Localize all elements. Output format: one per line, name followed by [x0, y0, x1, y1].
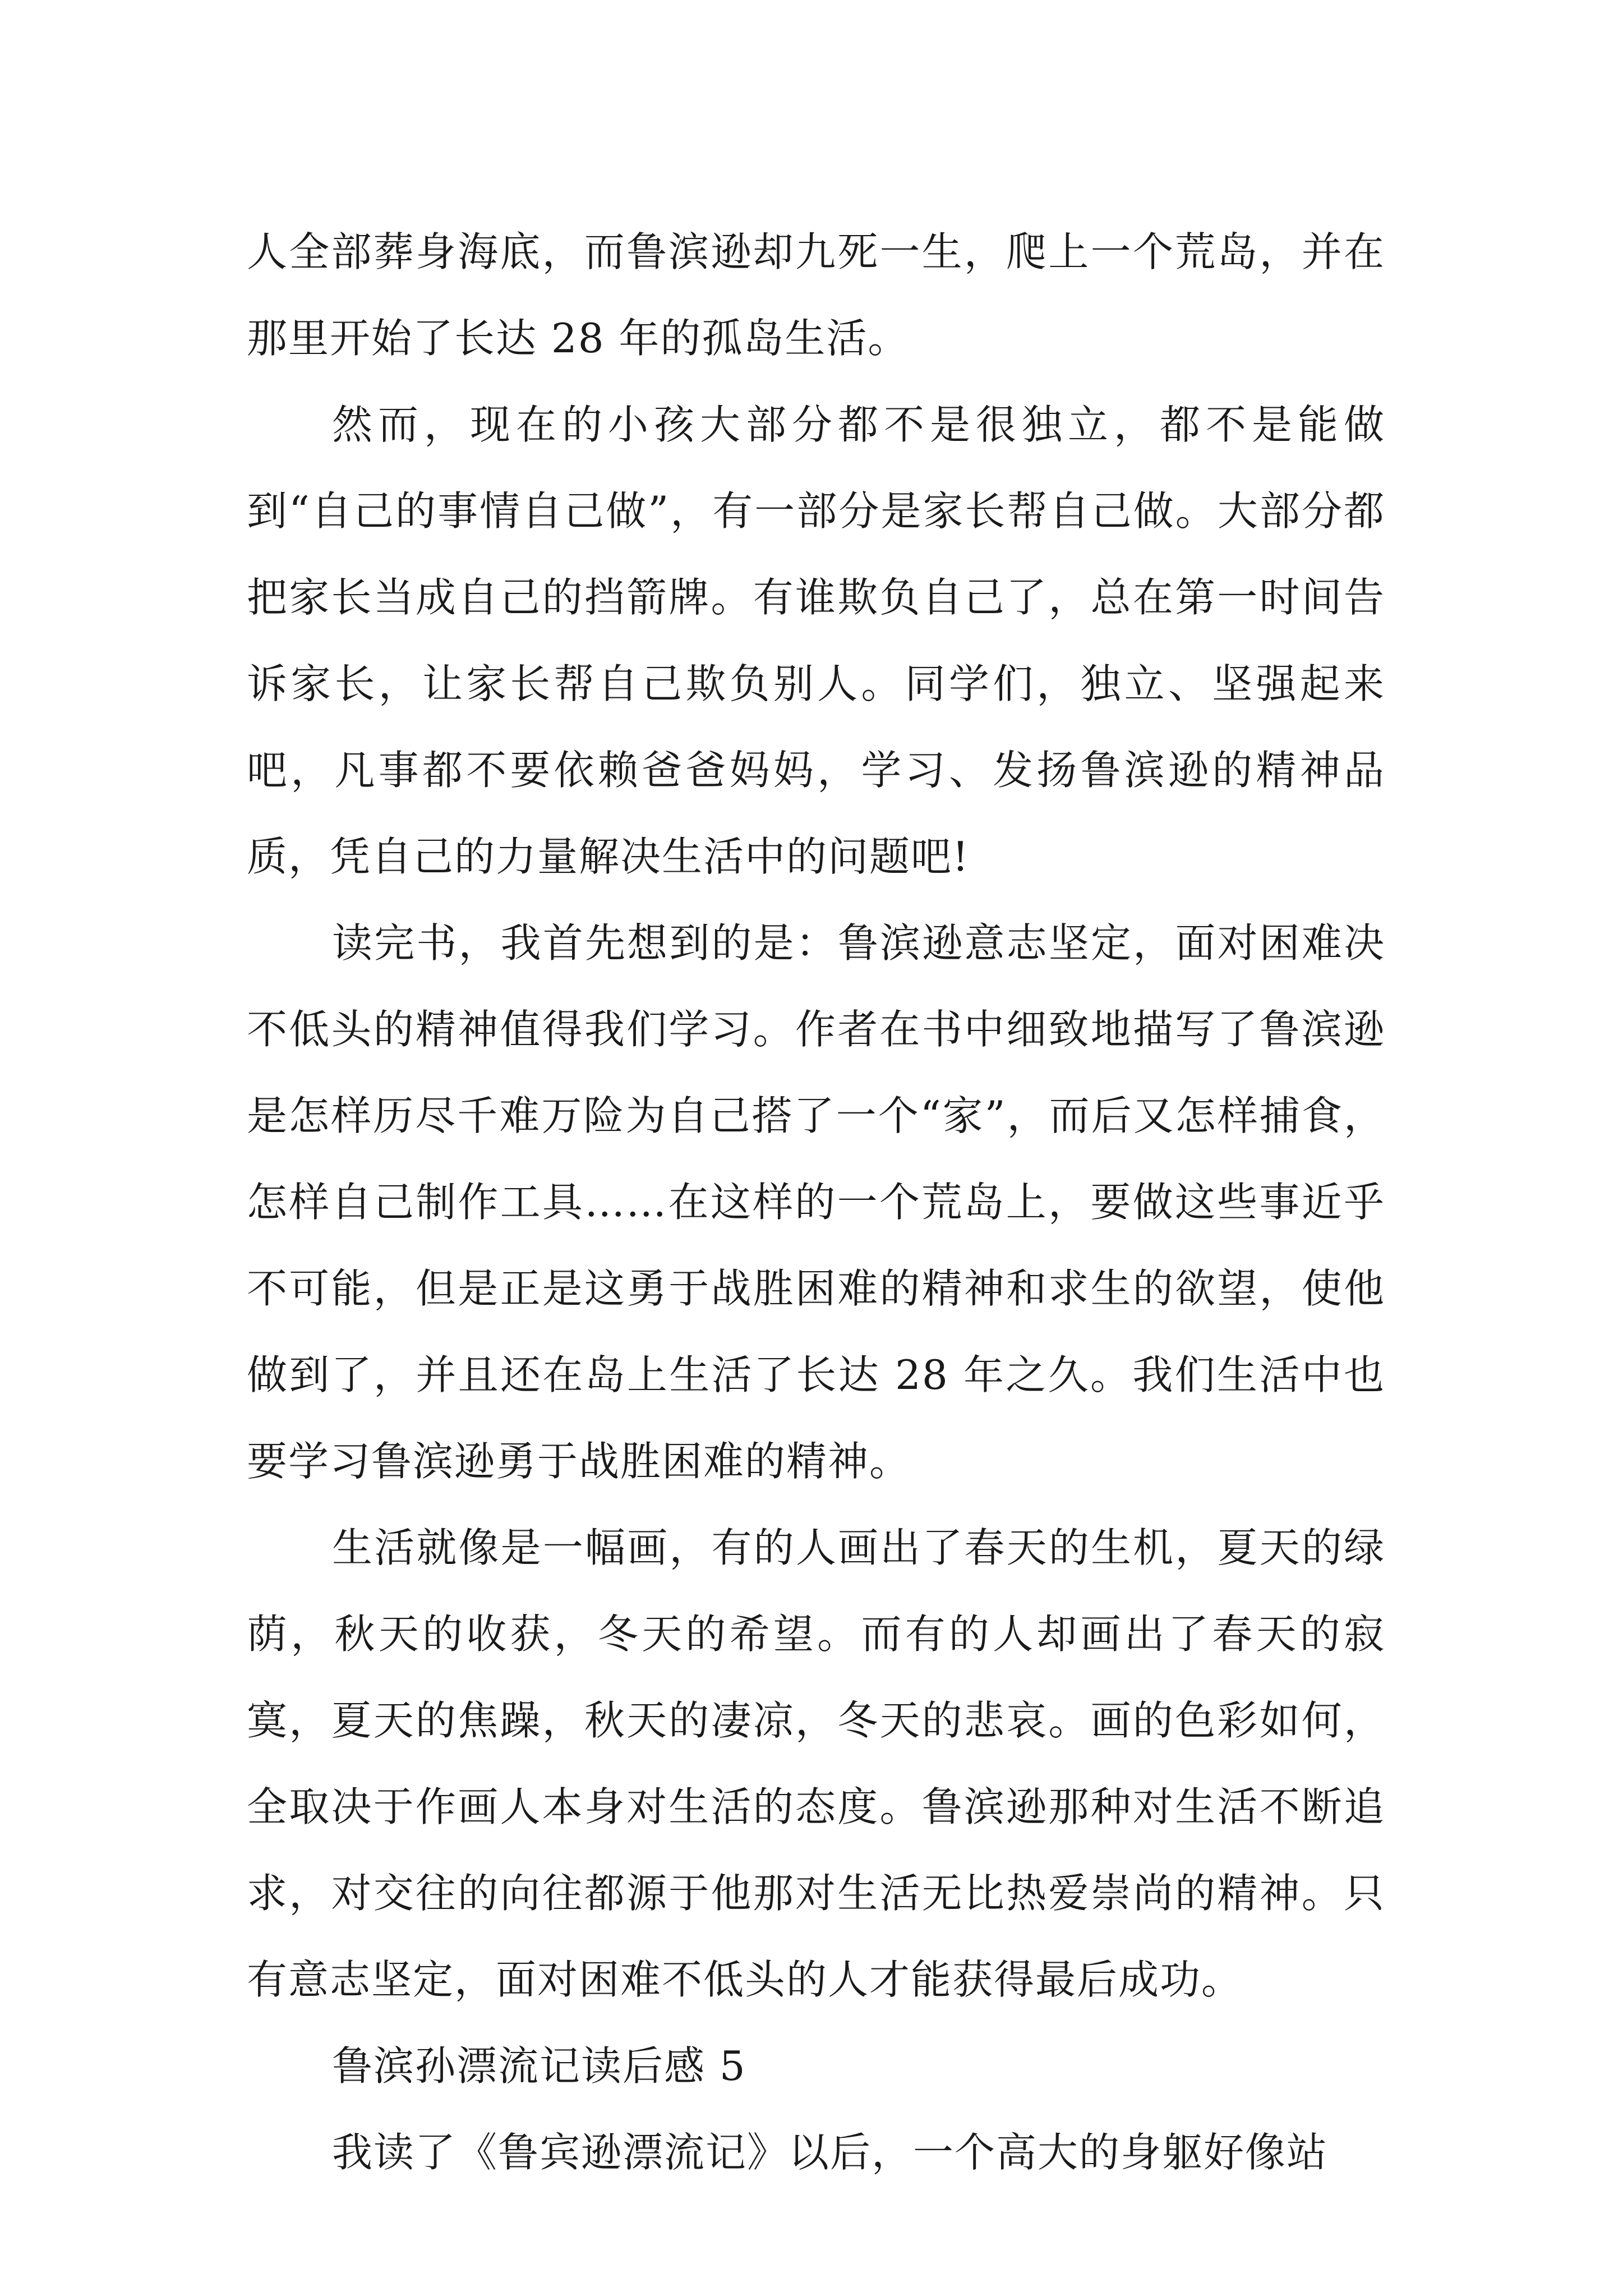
paragraph-4: 生活就像是一幅画，有的人画出了春天的生机，夏天的绿荫，秋天的收获，冬天的希望。而有的人却画出了春天的寂寞，夏天的焦躁，秋天的凄凉，冬天的悲哀。画的色彩如何，全取决于作画人本身对生活的态度。鲁滨逊那种对生活不断追求，对交往的向往都源于他那对生活无比热爱崇尚的精神。只有意志坚定，面对困难不低头的人才能获得最后成功。 [247, 1524, 1385, 2003]
paragraph-1: 人全部葬身海底，而鲁滨逊却九死一生，爬上一个荒岛，并在那里开始了长达 28 年的孤岛生活。 [247, 228, 1385, 362]
paragraph-5: 我读了《鲁宾逊漂流记》以后，一个高大的身躯好像站 [332, 2129, 1329, 2176]
section-title: 鲁滨孙漂流记读后感 5 [332, 2042, 746, 2090]
paragraph-3: 读完书，我首先想到的是：鲁滨逊意志坚定，面对困难决不低头的精神值得我们学习。作者在书中细致地描写了鲁滨逊是怎样历尽千难万险为自己搭了一个“家”，而后又怎样捕食，怎样自己制作工具……在这样的一个荒岛上，要做这些事近乎不可能，但是正是这勇于战胜困难的精神和求生的欲望，使他做到了，并且还在岛上生活了长达 28 年之久。我们生活中也要学习鲁滨逊勇于战胜困难的精神。 [247, 919, 1385, 1485]
paragraph-2: 然而，现在的小孩大部分都不是很独立，都不是能做到“自己的事情自己做”，有一部分是家长帮自己做。大部分都把家长当成自己的挡箭牌。有谁欺负自己了，总在第一时间告诉家长，让家长帮自己欺负别人。同学们，独立、坚强起来吧，凡事都不要依赖爸爸妈妈，学习、发扬鲁滨逊的精神品质，凭自己的力量解决生活中的问题吧! [247, 401, 1385, 880]
document-body [247, 209, 1385, 2196]
